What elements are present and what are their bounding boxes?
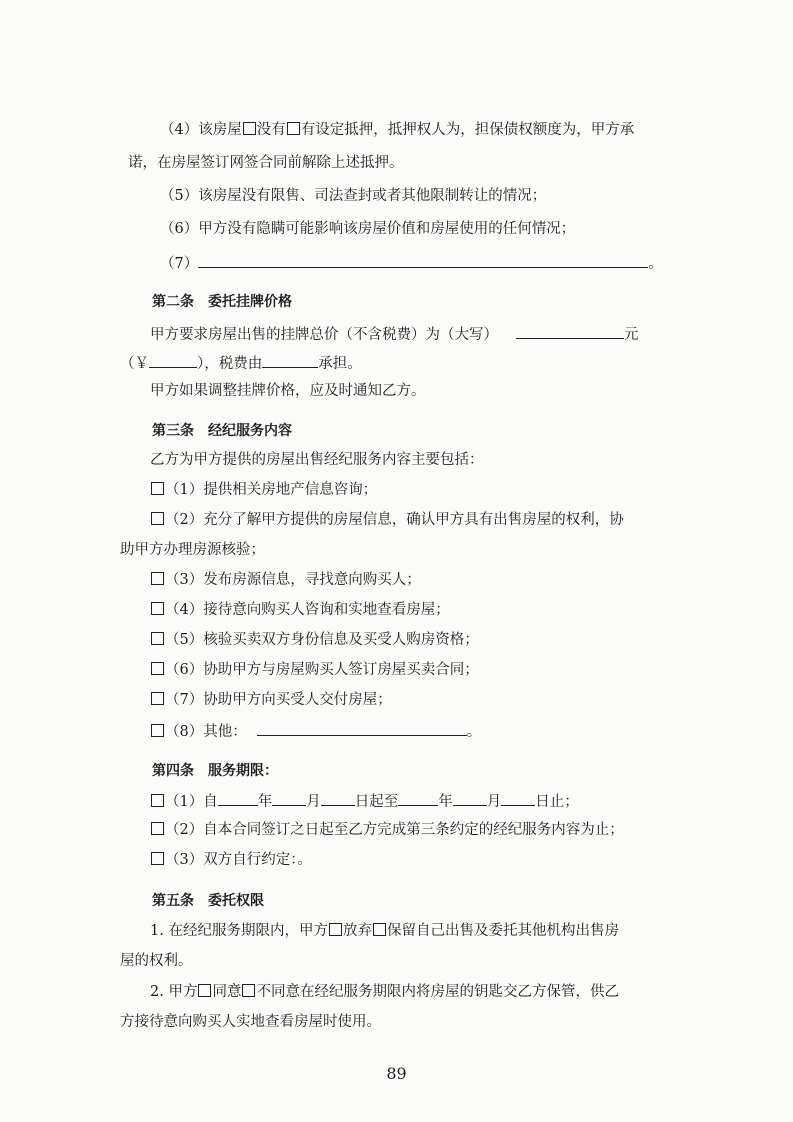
clause-text: （8）其他： xyxy=(165,724,247,740)
clause-text: 不同意在经纪服务期限内将房屋的钥匙交乙方保管，供乙 xyxy=(256,984,619,1000)
clause-1-4-line-1 xyxy=(160,120,673,140)
article-2-heading: 第二条 委托挂牌价格 xyxy=(152,294,292,310)
clause-text: 有设定抵押，抵押权人为，担保债权额度为，甲方承 xyxy=(300,122,635,138)
service-item-7 xyxy=(150,690,673,710)
authority-clause-1-cont: 屋的权利。 xyxy=(120,953,193,969)
blank-field-start-year[interactable] xyxy=(218,790,258,806)
clause-text: 没有 xyxy=(256,122,286,138)
checkbox-term-1[interactable] xyxy=(151,794,164,807)
clause-text: 甲方要求房屋出售的挂牌总价（不含税费）为（大写） xyxy=(150,327,498,343)
checkbox-service-3[interactable] xyxy=(151,572,164,585)
blank-field-end-month[interactable] xyxy=(453,790,487,806)
article-5-heading: 第五条 委托权限 xyxy=(152,893,264,909)
clause-text: 。 xyxy=(466,724,482,740)
service-item-3 xyxy=(150,570,673,590)
authority-clause-1 xyxy=(150,921,673,941)
clause-text: （4）该房屋 xyxy=(160,122,242,138)
blank-field-end-year[interactable] xyxy=(398,790,438,806)
clause-text: 日起至 xyxy=(354,794,399,810)
checkbox-waive[interactable] xyxy=(329,923,342,936)
checkbox-service-8[interactable] xyxy=(151,724,164,737)
service-item-8 xyxy=(150,720,673,742)
clause-text: （3）发布房源信息，寻找意向购买人； xyxy=(165,572,421,588)
checkbox-has-mortgage[interactable] xyxy=(287,122,300,135)
clause-text: 。 xyxy=(648,256,663,272)
checkbox-service-2[interactable] xyxy=(151,512,164,525)
clause-text: 月 xyxy=(486,794,502,810)
clause-text: ），税费由 xyxy=(197,356,263,372)
blank-field-price-words[interactable] xyxy=(516,323,624,339)
checkbox-term-3[interactable] xyxy=(151,852,164,865)
clause-text: 承担。 xyxy=(318,356,362,372)
authority-clause-2 xyxy=(150,982,673,1002)
term-option-2 xyxy=(150,820,673,840)
page-number: 89 xyxy=(386,1064,407,1083)
service-item-2-cont: 助甲方办理房源核验； xyxy=(120,542,265,558)
service-item-5 xyxy=(150,630,673,650)
article-2-price-figure-line xyxy=(120,352,673,374)
checkbox-disagree[interactable] xyxy=(242,984,255,997)
clause-text: （7） xyxy=(160,256,199,272)
authority-clause-2-cont: 方接待意向购买人实地查看房屋时使用。 xyxy=(120,1014,381,1030)
checkbox-agree[interactable] xyxy=(198,984,211,997)
checkbox-term-2[interactable] xyxy=(151,822,164,835)
article-2-adjust-note: 甲方如果调整挂牌价格，应及时通知乙方。 xyxy=(150,383,426,399)
blank-field-other-situation[interactable] xyxy=(198,252,648,268)
clause-text: （3）双方自行约定：。 xyxy=(165,852,312,868)
clause-text: 元 xyxy=(624,327,639,343)
checkbox-service-6[interactable] xyxy=(151,662,164,675)
service-item-6 xyxy=(150,660,673,680)
checkbox-service-5[interactable] xyxy=(151,632,164,645)
checkbox-service-7[interactable] xyxy=(151,692,164,705)
clause-1-7 xyxy=(160,252,673,274)
checkbox-no-mortgage[interactable] xyxy=(243,122,256,135)
clause-text: 同意 xyxy=(212,984,242,1000)
clause-1-4-line-2: 诺，在房屋签订网签合同前解除上述抵押。 xyxy=(128,155,404,171)
clause-1-5: （5）该房屋没有限售、司法查封或者其他限制转让的情况； xyxy=(160,188,547,204)
checkbox-service-4[interactable] xyxy=(151,602,164,615)
clause-text: 日止； xyxy=(535,794,579,810)
checkbox-service-1[interactable] xyxy=(151,482,164,495)
term-option-1 xyxy=(150,790,673,812)
clause-text: 月 xyxy=(306,794,321,810)
clause-text: （1）提供相关房地产信息咨询； xyxy=(165,482,378,498)
blank-field-end-day[interactable] xyxy=(501,790,535,806)
term-option-3 xyxy=(150,850,673,870)
clause-text: （5）核验买卖双方身份信息及买受人购房资格； xyxy=(165,632,479,648)
clause-text: （2）充分了解甲方提供的房屋信息，确认甲方具有出售房屋的权利，协 xyxy=(165,512,624,528)
service-item-2 xyxy=(150,510,673,530)
blank-field-tax-payer[interactable] xyxy=(262,352,318,368)
clause-text: 年 xyxy=(257,794,273,810)
clause-text: 放弃 xyxy=(342,923,372,939)
clause-text: （7）协助甲方向买受人交付房屋； xyxy=(165,692,392,708)
blank-field-start-day[interactable] xyxy=(321,790,355,806)
service-item-4 xyxy=(150,600,673,620)
service-item-1 xyxy=(150,480,673,500)
checkbox-retain[interactable] xyxy=(373,923,386,936)
clause-text: （6）协助甲方与房屋购买人签订房屋买卖合同； xyxy=(165,662,479,678)
clause-text: 保留自己出售及委托其他机构出售房 xyxy=(386,923,619,939)
blank-field-price-figures[interactable] xyxy=(149,352,197,368)
clause-text: 2. 甲方 xyxy=(150,984,198,1000)
clause-text: （￥ xyxy=(120,356,149,372)
article-4-heading: 第四条 服务期限： xyxy=(152,763,278,779)
article-2-price-line xyxy=(150,323,673,345)
clause-1-6: （6）甲方没有隐瞒可能影响该房屋价值和房屋使用的任何情况； xyxy=(160,221,576,237)
blank-field-other-service[interactable] xyxy=(257,720,467,736)
clause-text: 1. 在经纪服务期限内，甲方 xyxy=(150,923,328,939)
clause-text: （2）自本合同签订之日起至乙方完成第三条约定的经纪服务内容为止； xyxy=(165,822,624,838)
article-3-heading: 第三条 经纪服务内容 xyxy=(152,423,292,439)
article-3-intro: 乙方为甲方提供的房屋出售经纪服务内容主要包括： xyxy=(150,452,484,468)
clause-text: 年 xyxy=(438,794,453,810)
clause-text: （4）接待意向购买人咨询和实地查看房屋； xyxy=(165,602,450,618)
clause-text: （1）自 xyxy=(165,794,218,810)
blank-field-start-month[interactable] xyxy=(272,790,306,806)
